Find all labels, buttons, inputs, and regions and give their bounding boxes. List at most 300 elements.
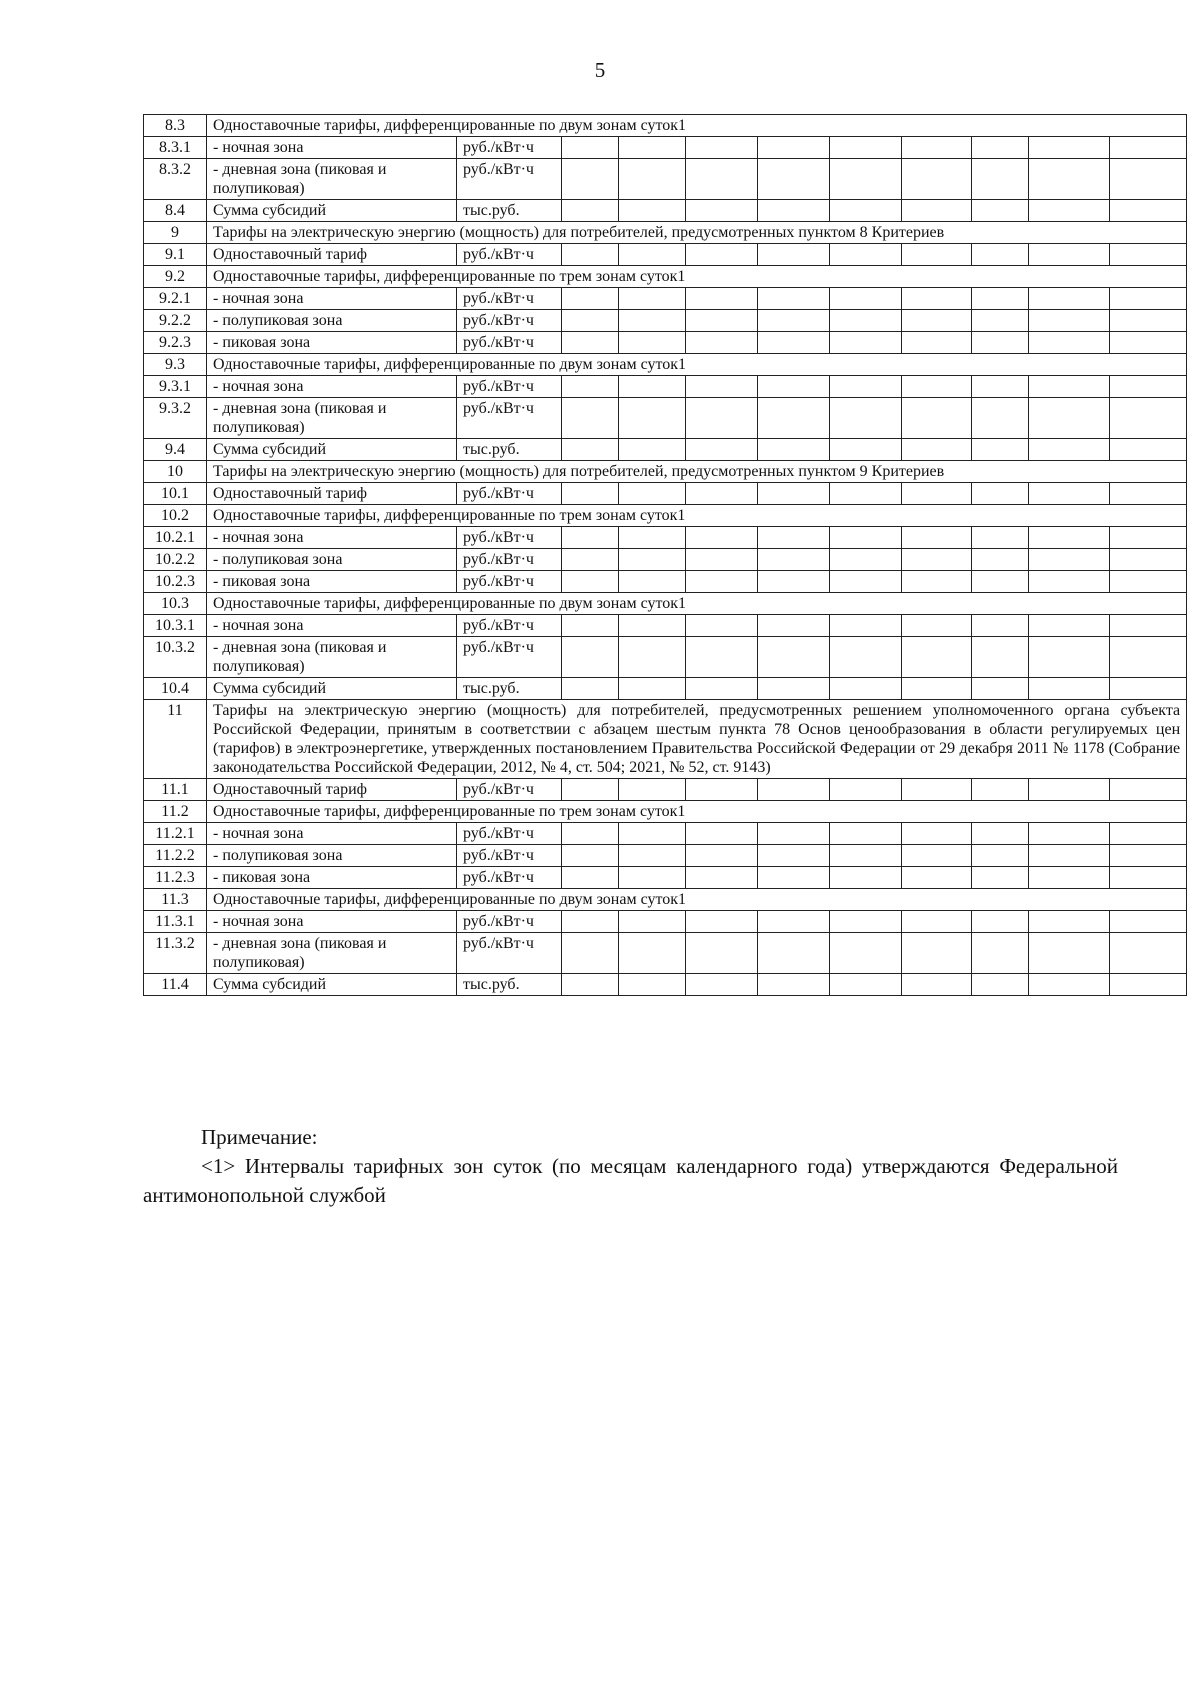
row-unit: руб./кВт·ч <box>457 911 562 933</box>
value-cell <box>1110 867 1187 889</box>
section-heading: Тарифы на электрическую энергию (мощность) для потребителей, предусмотренных решением уполномоченного органа субъекта Российской Федерации, принятым в соответствии с абзацем шестым пункта 78 Основ ценообразования в области регулируемых цен (тарифов) в электроэнергетике, утвержденных постановлением Правительства Российской Федерации от 29 декабря 2011 № 1178 (Собрание законодательства Российской Федерации, 2012, № 4, ст. 504; 2021, № 52, ст. 9143) <box>207 700 1187 779</box>
value-cell <box>758 244 830 266</box>
value-cell <box>830 244 902 266</box>
value-cell <box>758 779 830 801</box>
value-cell <box>686 398 758 439</box>
value-cell <box>562 483 619 505</box>
value-cell <box>1110 288 1187 310</box>
value-cell <box>1029 483 1110 505</box>
value-cell <box>1029 571 1110 593</box>
row-unit: руб./кВт·ч <box>457 845 562 867</box>
table-row <box>144 200 1187 222</box>
value-cell <box>619 398 686 439</box>
row-number: 9.3.2 <box>144 398 207 439</box>
value-cell <box>1029 549 1110 571</box>
value-cell <box>830 974 902 996</box>
value-cell <box>686 200 758 222</box>
value-cell <box>619 200 686 222</box>
section-heading: Одноставочные тарифы, дифференцированные по трем зонам суток1 <box>207 266 1187 288</box>
value-cell <box>902 527 972 549</box>
value-cell <box>830 678 902 700</box>
value-cell <box>1029 867 1110 889</box>
value-cell <box>758 200 830 222</box>
value-cell <box>902 974 972 996</box>
table-row <box>144 801 1187 823</box>
value-cell <box>686 823 758 845</box>
value-cell <box>1029 244 1110 266</box>
value-cell <box>902 310 972 332</box>
value-cell <box>902 483 972 505</box>
table-row <box>144 933 1187 974</box>
value-cell <box>562 637 619 678</box>
row-number: 10.2.1 <box>144 527 207 549</box>
row-number: 10.4 <box>144 678 207 700</box>
table-row <box>144 354 1187 376</box>
row-number: 8.3.1 <box>144 137 207 159</box>
table-row <box>144 637 1187 678</box>
value-cell <box>972 845 1029 867</box>
row-unit: руб./кВт·ч <box>457 823 562 845</box>
row-label: - дневная зона (пиковая и полупиковая) <box>207 933 457 974</box>
table-row <box>144 823 1187 845</box>
row-number: 10.2.3 <box>144 571 207 593</box>
value-cell <box>619 376 686 398</box>
value-cell <box>1110 615 1187 637</box>
value-cell <box>562 527 619 549</box>
value-cell <box>830 200 902 222</box>
row-number: 9.2.3 <box>144 332 207 354</box>
value-cell <box>1029 159 1110 200</box>
value-cell <box>619 244 686 266</box>
table-row <box>144 615 1187 637</box>
row-number: 11.2.1 <box>144 823 207 845</box>
row-number: 8.4 <box>144 200 207 222</box>
value-cell <box>619 527 686 549</box>
value-cell <box>830 332 902 354</box>
value-cell <box>902 549 972 571</box>
value-cell <box>972 137 1029 159</box>
row-number: 11.3.2 <box>144 933 207 974</box>
value-cell <box>619 779 686 801</box>
value-cell <box>562 376 619 398</box>
value-cell <box>972 571 1029 593</box>
row-unit: руб./кВт·ч <box>457 376 562 398</box>
value-cell <box>619 332 686 354</box>
value-cell <box>1110 549 1187 571</box>
row-number: 11.2.2 <box>144 845 207 867</box>
value-cell <box>619 137 686 159</box>
value-cell <box>1110 571 1187 593</box>
row-number: 8.3.2 <box>144 159 207 200</box>
row-unit: руб./кВт·ч <box>457 288 562 310</box>
value-cell <box>562 845 619 867</box>
row-label: Сумма субсидий <box>207 974 457 996</box>
value-cell <box>619 933 686 974</box>
row-label: - пиковая зона <box>207 332 457 354</box>
row-unit: руб./кВт·ч <box>457 159 562 200</box>
value-cell <box>972 398 1029 439</box>
value-cell <box>619 637 686 678</box>
row-unit: руб./кВт·ч <box>457 779 562 801</box>
table-row <box>144 376 1187 398</box>
value-cell <box>619 615 686 637</box>
value-cell <box>1029 200 1110 222</box>
value-cell <box>686 332 758 354</box>
value-cell <box>1029 398 1110 439</box>
row-unit: руб./кВт·ч <box>457 310 562 332</box>
row-unit: тыс.руб. <box>457 200 562 222</box>
value-cell <box>830 823 902 845</box>
row-number: 9.2.2 <box>144 310 207 332</box>
value-cell <box>902 288 972 310</box>
value-cell <box>830 527 902 549</box>
value-cell <box>1110 244 1187 266</box>
value-cell <box>1110 483 1187 505</box>
row-label: - полупиковая зона <box>207 549 457 571</box>
row-number: 11.4 <box>144 974 207 996</box>
value-cell <box>758 376 830 398</box>
table-row <box>144 332 1187 354</box>
value-cell <box>686 376 758 398</box>
value-cell <box>686 288 758 310</box>
value-cell <box>902 615 972 637</box>
table-row <box>144 244 1187 266</box>
row-label: - ночная зона <box>207 137 457 159</box>
section-heading: Тарифы на электрическую энергию (мощность) для потребителей, предусмотренных пунктом 8 Критериев <box>207 222 1187 244</box>
value-cell <box>562 678 619 700</box>
value-cell <box>686 845 758 867</box>
row-label: - ночная зона <box>207 823 457 845</box>
value-cell <box>902 439 972 461</box>
value-cell <box>562 911 619 933</box>
row-number: 9.1 <box>144 244 207 266</box>
value-cell <box>758 571 830 593</box>
value-cell <box>830 911 902 933</box>
row-number: 11.1 <box>144 779 207 801</box>
value-cell <box>902 244 972 266</box>
row-number: 11.2 <box>144 801 207 823</box>
value-cell <box>902 332 972 354</box>
table-row <box>144 483 1187 505</box>
value-cell <box>686 527 758 549</box>
value-cell <box>619 571 686 593</box>
table-row <box>144 505 1187 527</box>
row-unit: руб./кВт·ч <box>457 867 562 889</box>
table-row <box>144 398 1187 439</box>
table-row <box>144 266 1187 288</box>
value-cell <box>972 527 1029 549</box>
value-cell <box>1110 911 1187 933</box>
value-cell <box>619 911 686 933</box>
value-cell <box>902 678 972 700</box>
value-cell <box>758 398 830 439</box>
value-cell <box>1110 398 1187 439</box>
value-cell <box>619 867 686 889</box>
value-cell <box>972 332 1029 354</box>
row-number: 10.1 <box>144 483 207 505</box>
row-number: 11.3 <box>144 889 207 911</box>
row-unit: руб./кВт·ч <box>457 933 562 974</box>
row-label: Сумма субсидий <box>207 439 457 461</box>
value-cell <box>758 933 830 974</box>
row-label: Сумма субсидий <box>207 200 457 222</box>
table-row <box>144 889 1187 911</box>
value-cell <box>972 933 1029 974</box>
value-cell <box>1110 974 1187 996</box>
row-unit: руб./кВт·ч <box>457 137 562 159</box>
value-cell <box>1029 637 1110 678</box>
value-cell <box>830 933 902 974</box>
row-number: 9.2.1 <box>144 288 207 310</box>
row-unit: руб./кВт·ч <box>457 244 562 266</box>
row-number: 11.2.3 <box>144 867 207 889</box>
value-cell <box>758 137 830 159</box>
value-cell <box>619 678 686 700</box>
value-cell <box>972 376 1029 398</box>
section-heading: Одноставочные тарифы, дифференцированные по трем зонам суток1 <box>207 801 1187 823</box>
table-row <box>144 439 1187 461</box>
value-cell <box>758 678 830 700</box>
value-cell <box>1110 933 1187 974</box>
table-row <box>144 159 1187 200</box>
table-row <box>144 571 1187 593</box>
section-heading: Одноставочные тарифы, дифференцированные по двум зонам суток1 <box>207 889 1187 911</box>
row-label: - ночная зона <box>207 911 457 933</box>
value-cell <box>972 549 1029 571</box>
table-row <box>144 700 1187 779</box>
row-number: 10.3.2 <box>144 637 207 678</box>
value-cell <box>1110 823 1187 845</box>
row-unit: руб./кВт·ч <box>457 637 562 678</box>
row-unit: руб./кВт·ч <box>457 527 562 549</box>
row-label: - дневная зона (пиковая и полупиковая) <box>207 159 457 200</box>
value-cell <box>758 823 830 845</box>
value-cell <box>619 823 686 845</box>
value-cell <box>830 439 902 461</box>
value-cell <box>562 310 619 332</box>
row-number: 11.3.1 <box>144 911 207 933</box>
value-cell <box>686 571 758 593</box>
value-cell <box>902 637 972 678</box>
value-cell <box>1029 678 1110 700</box>
value-cell <box>686 310 758 332</box>
value-cell <box>902 159 972 200</box>
value-cell <box>830 779 902 801</box>
row-label: Одноставочный тариф <box>207 244 457 266</box>
value-cell <box>972 200 1029 222</box>
value-cell <box>1029 779 1110 801</box>
value-cell <box>1029 137 1110 159</box>
value-cell <box>758 845 830 867</box>
tariff-table <box>143 114 1187 996</box>
value-cell <box>619 974 686 996</box>
value-cell <box>1110 310 1187 332</box>
value-cell <box>758 911 830 933</box>
value-cell <box>619 159 686 200</box>
value-cell <box>758 288 830 310</box>
value-cell <box>830 483 902 505</box>
value-cell <box>1110 845 1187 867</box>
value-cell <box>562 288 619 310</box>
row-label: - пиковая зона <box>207 571 457 593</box>
row-number: 8.3 <box>144 115 207 137</box>
value-cell <box>619 288 686 310</box>
row-number: 11 <box>144 700 207 779</box>
value-cell <box>686 867 758 889</box>
value-cell <box>1110 527 1187 549</box>
row-number: 9.3 <box>144 354 207 376</box>
value-cell <box>562 244 619 266</box>
value-cell <box>562 615 619 637</box>
value-cell <box>758 332 830 354</box>
value-cell <box>619 439 686 461</box>
value-cell <box>972 911 1029 933</box>
value-cell <box>758 527 830 549</box>
value-cell <box>686 911 758 933</box>
table-body <box>144 115 1187 996</box>
value-cell <box>1029 439 1110 461</box>
table-row <box>144 288 1187 310</box>
value-cell <box>1029 911 1110 933</box>
value-cell <box>1110 439 1187 461</box>
value-cell <box>562 974 619 996</box>
table-row <box>144 310 1187 332</box>
value-cell <box>902 398 972 439</box>
row-label: Сумма субсидий <box>207 678 457 700</box>
value-cell <box>758 159 830 200</box>
value-cell <box>758 439 830 461</box>
table-row <box>144 779 1187 801</box>
value-cell <box>562 571 619 593</box>
value-cell <box>902 779 972 801</box>
row-number: 10 <box>144 461 207 483</box>
value-cell <box>1029 288 1110 310</box>
value-cell <box>830 137 902 159</box>
value-cell <box>972 823 1029 845</box>
section-heading: Тарифы на электрическую энергию (мощность) для потребителей, предусмотренных пунктом 9 Критериев <box>207 461 1187 483</box>
row-label: - ночная зона <box>207 288 457 310</box>
value-cell <box>1110 779 1187 801</box>
row-label: - полупиковая зона <box>207 310 457 332</box>
value-cell <box>562 867 619 889</box>
value-cell <box>902 200 972 222</box>
table-row <box>144 527 1187 549</box>
value-cell <box>830 549 902 571</box>
note-title: Примечание: <box>201 1125 318 1149</box>
value-cell <box>830 637 902 678</box>
value-cell <box>902 845 972 867</box>
row-unit: руб./кВт·ч <box>457 398 562 439</box>
row-label: - пиковая зона <box>207 867 457 889</box>
value-cell <box>1029 933 1110 974</box>
value-cell <box>562 159 619 200</box>
value-cell <box>562 200 619 222</box>
value-cell <box>562 439 619 461</box>
value-cell <box>1029 845 1110 867</box>
row-unit: руб./кВт·ч <box>457 483 562 505</box>
value-cell <box>562 779 619 801</box>
value-cell <box>686 637 758 678</box>
value-cell <box>972 244 1029 266</box>
value-cell <box>562 398 619 439</box>
value-cell <box>1029 823 1110 845</box>
section-heading: Одноставочные тарифы, дифференцированные по трем зонам суток1 <box>207 505 1187 527</box>
value-cell <box>1029 376 1110 398</box>
value-cell <box>686 549 758 571</box>
row-label: - ночная зона <box>207 376 457 398</box>
row-number: 9 <box>144 222 207 244</box>
row-number: 9.2 <box>144 266 207 288</box>
value-cell <box>686 678 758 700</box>
row-number: 10.3 <box>144 593 207 615</box>
value-cell <box>562 137 619 159</box>
note-text: <1> Интервалы тарифных зон суток (по месяцам календарного года) утверждаются Федеральной антимонопольной службой <box>143 1154 1118 1207</box>
value-cell <box>758 549 830 571</box>
table-row <box>144 593 1187 615</box>
row-unit: руб./кВт·ч <box>457 549 562 571</box>
row-label: Одноставочный тариф <box>207 779 457 801</box>
table-row <box>144 974 1187 996</box>
value-cell <box>686 244 758 266</box>
section-heading: Одноставочные тарифы, дифференцированные по двум зонам суток1 <box>207 354 1187 376</box>
value-cell <box>1110 376 1187 398</box>
value-cell <box>902 823 972 845</box>
row-label: Одноставочный тариф <box>207 483 457 505</box>
value-cell <box>686 483 758 505</box>
value-cell <box>972 678 1029 700</box>
section-heading: Одноставочные тарифы, дифференцированные по двум зонам суток1 <box>207 115 1187 137</box>
value-cell <box>830 845 902 867</box>
value-cell <box>562 823 619 845</box>
table-row <box>144 115 1187 137</box>
value-cell <box>972 615 1029 637</box>
row-number: 10.2.2 <box>144 549 207 571</box>
value-cell <box>562 933 619 974</box>
value-cell <box>1110 678 1187 700</box>
value-cell <box>758 637 830 678</box>
row-number: 10.2 <box>144 505 207 527</box>
value-cell <box>830 615 902 637</box>
section-heading: Одноставочные тарифы, дифференцированные по двум зонам суток1 <box>207 593 1187 615</box>
value-cell <box>1029 332 1110 354</box>
value-cell <box>830 310 902 332</box>
value-cell <box>686 779 758 801</box>
row-unit: тыс.руб. <box>457 439 562 461</box>
row-label: - дневная зона (пиковая и полупиковая) <box>207 637 457 678</box>
value-cell <box>758 310 830 332</box>
value-cell <box>686 974 758 996</box>
row-number: 9.4 <box>144 439 207 461</box>
value-cell <box>972 867 1029 889</box>
value-cell <box>972 779 1029 801</box>
value-cell <box>758 483 830 505</box>
value-cell <box>619 549 686 571</box>
value-cell <box>1029 310 1110 332</box>
row-label: - ночная зона <box>207 615 457 637</box>
value-cell <box>830 376 902 398</box>
value-cell <box>562 549 619 571</box>
table-row <box>144 461 1187 483</box>
row-label: - полупиковая зона <box>207 845 457 867</box>
value-cell <box>902 933 972 974</box>
row-unit: тыс.руб. <box>457 678 562 700</box>
value-cell <box>830 398 902 439</box>
value-cell <box>1110 637 1187 678</box>
table-row <box>144 137 1187 159</box>
table-row <box>144 222 1187 244</box>
value-cell <box>972 974 1029 996</box>
value-cell <box>902 911 972 933</box>
